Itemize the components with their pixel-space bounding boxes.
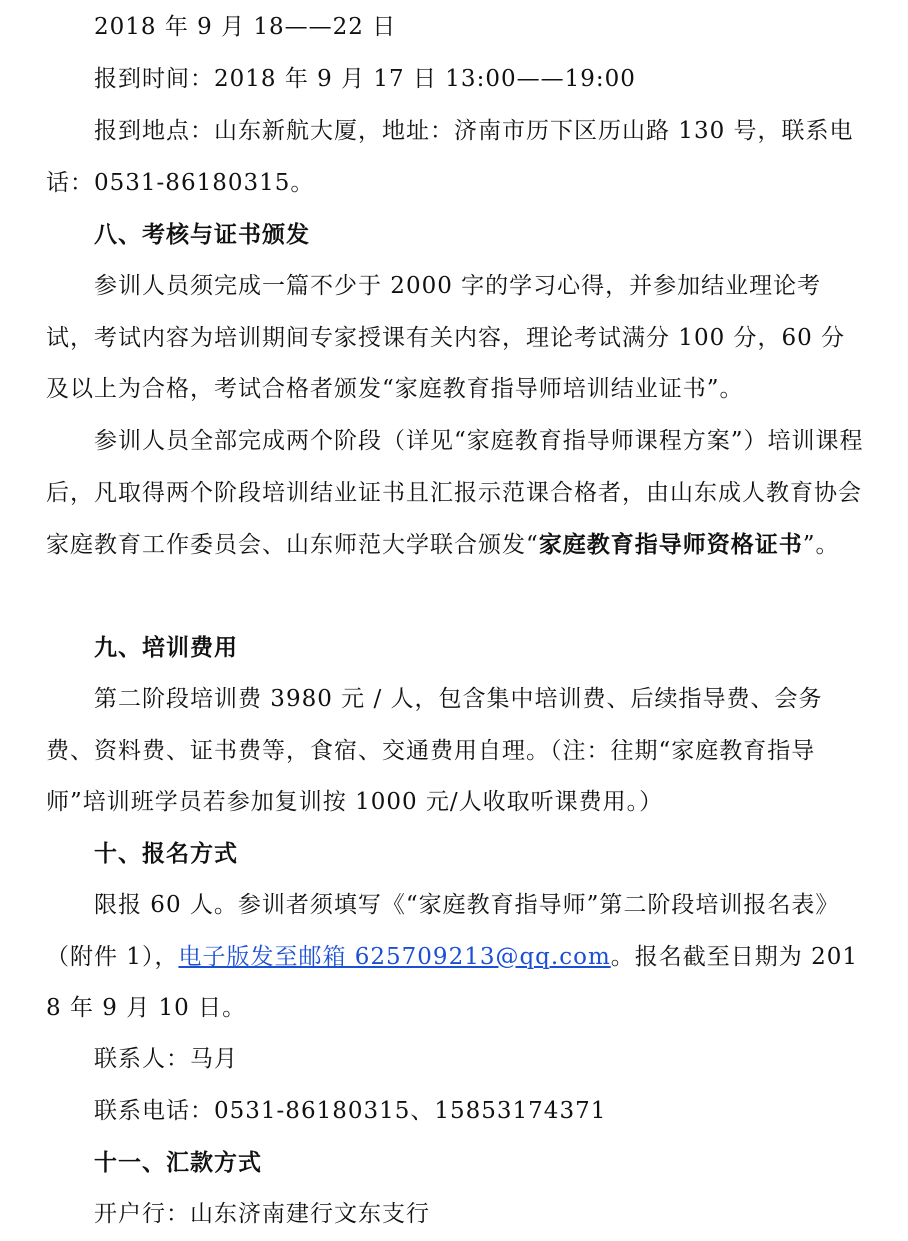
contact-phone: 联系电话：0531-86180315、15853174371: [94, 1098, 607, 1124]
bank-name: 开户行：山东济南建行文东支行: [94, 1201, 430, 1227]
contact-person: 联系人：马月: [94, 1046, 238, 1072]
section-10-heading: 十、报名方式: [94, 840, 238, 867]
checkin-place: 报到地点：山东新航大厦，地址：济南市历下区历山路 130 号，联系电话：0531-86180315。: [46, 118, 854, 196]
section-10-paragraph-1-end: 。报名截至日期为 2018 年 9 月 10 日。: [46, 943, 858, 1021]
section-10-paragraph-1: [46, 880, 868, 1035]
section-8-paragraph-1: 参训人员须完成一篇不少于 2000 字的学习心得，并参加结业理论考试，考试内容为培训期间专家授课有关内容，理论考试满分 100 分，60 分及以上为合格，考试合格者颁发“家庭教育指导师培训结业证书”。: [46, 273, 846, 402]
section-8-paragraph-2-end: ”。: [802, 532, 840, 558]
certificate-name: 家庭教育指导师资格证书: [538, 531, 803, 558]
section-11-heading: 十一、汇款方式: [94, 1149, 262, 1176]
section-10-paragraph-1-start: 限报 60 人。参训者须填写《“家庭教育指导师”第二阶段培训报名表》（附件 1），: [46, 892, 840, 970]
checkin-time: 报到时间：2018 年 9 月 17 日 13:00——19:00: [94, 66, 636, 92]
section-8-heading: 八、考核与证书颁发: [94, 221, 310, 248]
section-8-paragraph-2-text: 参训人员全部完成两个阶段（详见“家庭教育指导师课程方案”）培训课程后，凡取得两个阶段培训结业证书且汇报示范课合格者，由山东成人教育协会家庭教育工作委员会、山东师范大学联合颁发“: [46, 428, 864, 558]
email-link[interactable]: 电子版发至邮箱 625709213@qq.com: [178, 943, 611, 970]
section-9-heading: 九、培训费用: [94, 634, 238, 661]
section-9-paragraph-1: 第二阶段培训费 3980 元 / 人，包含集中培训费、后续指导费、会务费、资料费、证书费等，食宿、交通费用自理。（注：往期“家庭教育指导师”培训班学员若参加复训按 1000 元/人收取听课费用。）: [46, 686, 823, 815]
section-8-paragraph-2: [46, 416, 868, 572]
training-dates: 2018 年 9 月 18——22 日: [94, 14, 397, 40]
